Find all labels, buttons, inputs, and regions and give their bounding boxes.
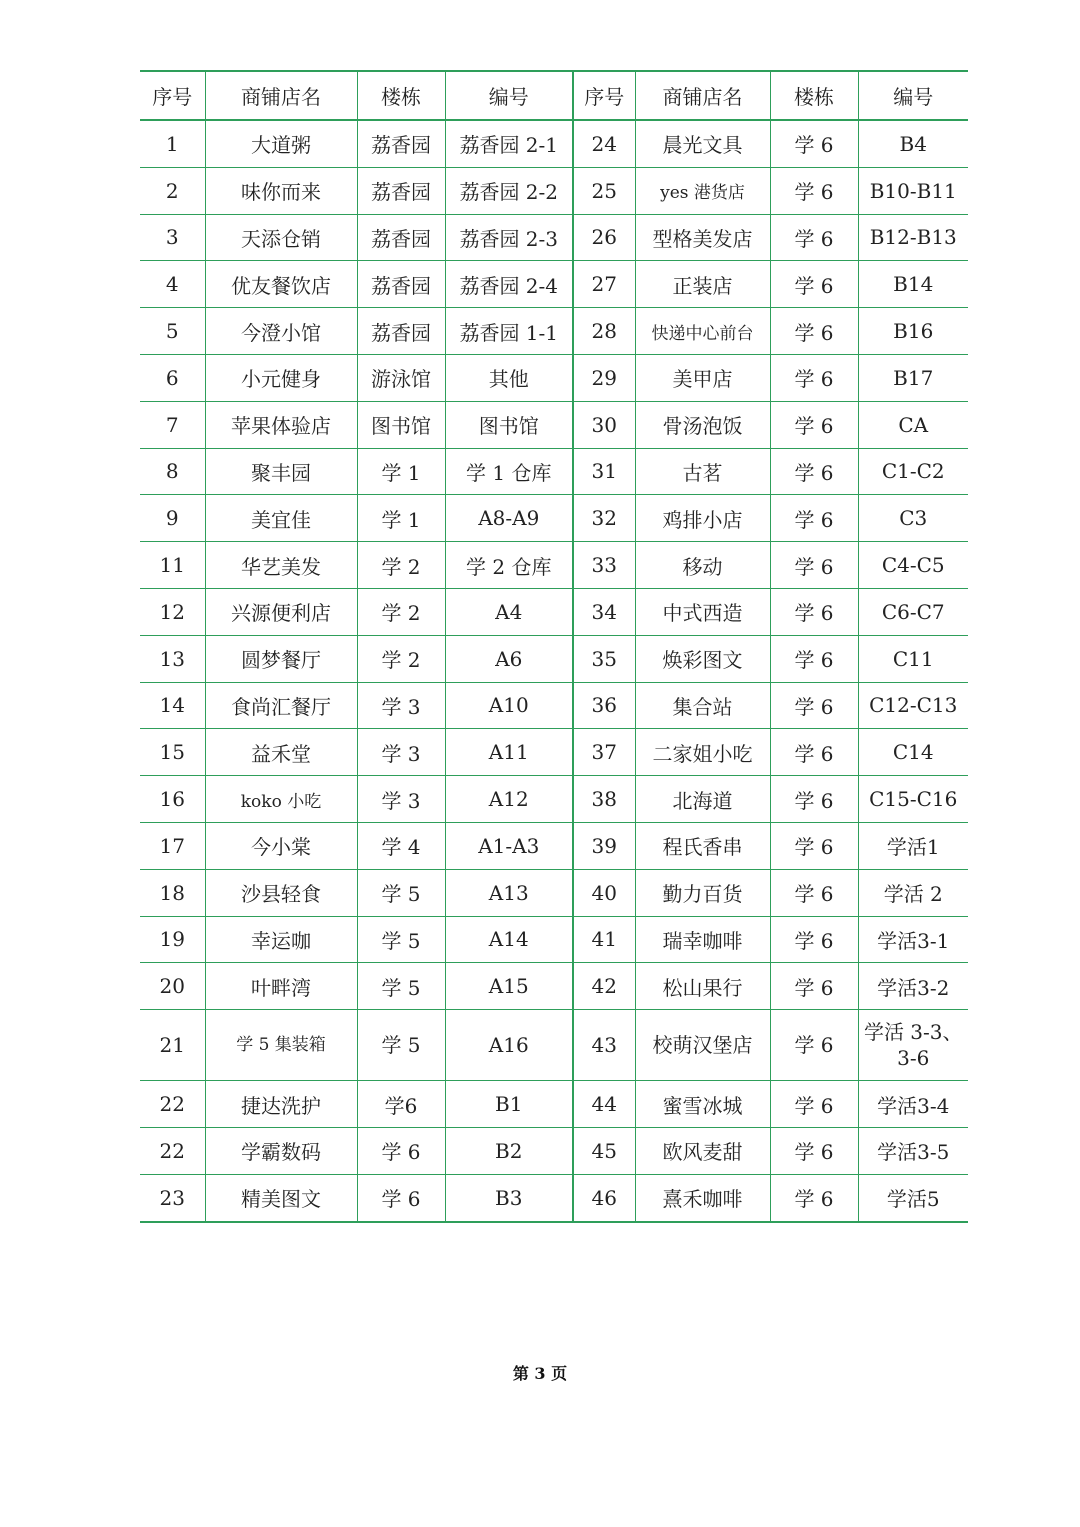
table-row <box>140 1174 968 1221</box>
cell-building: 学 1 <box>357 448 445 495</box>
cell-seq: 27 <box>573 261 635 308</box>
cell-building: 学 6 <box>770 167 858 214</box>
cell-shop-name: 二家姐小吃 <box>635 729 770 776</box>
table-row <box>140 542 968 589</box>
table-row <box>140 495 968 542</box>
cell-shop-name: 中式西造 <box>635 588 770 635</box>
cell-building: 学 3 <box>357 729 445 776</box>
cell-building: 学 5 <box>357 963 445 1010</box>
table-row <box>140 869 968 916</box>
cell-building: 荔香园 <box>357 308 445 355</box>
table-row <box>140 635 968 682</box>
cell-shop-name: 大道粥 <box>205 120 357 167</box>
cell-code: 学活3-5 <box>858 1127 968 1174</box>
cell-seq: 29 <box>573 354 635 401</box>
cell-shop-name: 捷达洗护 <box>205 1081 357 1128</box>
table-row <box>140 354 968 401</box>
cell-seq: 41 <box>573 916 635 963</box>
cell-code: C6-C7 <box>858 588 968 635</box>
cell-building: 学 6 <box>357 1127 445 1174</box>
cell-building: 学 6 <box>770 635 858 682</box>
cell-building: 荔香园 <box>357 120 445 167</box>
cell-seq: 19 <box>140 916 205 963</box>
cell-seq: 14 <box>140 682 205 729</box>
cell-code: 学活 2 <box>858 869 968 916</box>
cell-code: A15 <box>445 963 573 1010</box>
cell-code: A1-A3 <box>445 822 573 869</box>
cell-seq: 36 <box>573 682 635 729</box>
cell-code: 荔香园 2-2 <box>445 167 573 214</box>
cell-shop-name: 古茗 <box>635 448 770 495</box>
table-row <box>140 963 968 1010</box>
cell-shop-name: 熹禾咖啡 <box>635 1174 770 1221</box>
cell-code: B10-B11 <box>858 167 968 214</box>
cell-seq: 15 <box>140 729 205 776</box>
cell-shop-name: 华艺美发 <box>205 542 357 589</box>
cell-seq: 21 <box>140 1010 205 1081</box>
cell-shop-name: 美宜佳 <box>205 495 357 542</box>
cell-seq: 40 <box>573 869 635 916</box>
col-header-shop-name: 商铺店名 <box>205 71 357 120</box>
table-row <box>140 588 968 635</box>
cell-code: B12-B13 <box>858 214 968 261</box>
cell-code: B1 <box>445 1081 573 1128</box>
cell-code: 荔香园 2-4 <box>445 261 573 308</box>
cell-code: B2 <box>445 1127 573 1174</box>
table-row <box>140 308 968 355</box>
cell-code: C3 <box>858 495 968 542</box>
table-body <box>140 120 968 1222</box>
cell-code: A12 <box>445 776 573 823</box>
cell-seq: 34 <box>573 588 635 635</box>
cell-seq: 9 <box>140 495 205 542</box>
table-row <box>140 822 968 869</box>
cell-seq: 33 <box>573 542 635 589</box>
cell-shop-name: 沙县轻食 <box>205 869 357 916</box>
cell-building: 学 6 <box>770 1010 858 1081</box>
cell-shop-name: 欧风麦甜 <box>635 1127 770 1174</box>
cell-shop-name: 学 5 集装箱 <box>205 1010 357 1081</box>
cell-code: 学活 3-3、3-6 <box>858 1010 968 1081</box>
cell-seq: 31 <box>573 448 635 495</box>
cell-seq: 24 <box>573 120 635 167</box>
cell-building: 学 6 <box>770 822 858 869</box>
table-row <box>140 401 968 448</box>
col-header-shop-name-right: 商铺店名 <box>635 71 770 120</box>
cell-code: 学活1 <box>858 822 968 869</box>
cell-shop-name: 学霸数码 <box>205 1127 357 1174</box>
table-row <box>140 1010 968 1081</box>
cell-shop-name: 美甲店 <box>635 354 770 401</box>
cell-building: 学 6 <box>770 963 858 1010</box>
cell-code: A10 <box>445 682 573 729</box>
cell-code: B16 <box>858 308 968 355</box>
cell-building: 学 6 <box>770 776 858 823</box>
cell-code: 荔香园 2-1 <box>445 120 573 167</box>
cell-code: 图书馆 <box>445 401 573 448</box>
cell-shop-name: 北海道 <box>635 776 770 823</box>
shop-table <box>140 70 968 1223</box>
cell-building: 学 6 <box>770 261 858 308</box>
cell-building: 学 6 <box>770 1127 858 1174</box>
cell-seq: 13 <box>140 635 205 682</box>
cell-building: 学 6 <box>357 1174 445 1221</box>
cell-building: 学 6 <box>770 448 858 495</box>
cell-shop-name: 快递中心前台 <box>635 308 770 355</box>
cell-building: 学 3 <box>357 682 445 729</box>
table-row <box>140 682 968 729</box>
cell-seq: 46 <box>573 1174 635 1221</box>
cell-building: 学 5 <box>357 1010 445 1081</box>
cell-building: 学 5 <box>357 869 445 916</box>
cell-shop-name: 勤力百货 <box>635 869 770 916</box>
cell-code: CA <box>858 401 968 448</box>
cell-building: 荔香园 <box>357 261 445 308</box>
cell-code: B4 <box>858 120 968 167</box>
table-header-row <box>140 71 968 120</box>
cell-code: C15-C16 <box>858 776 968 823</box>
table-row <box>140 120 968 167</box>
cell-seq: 30 <box>573 401 635 448</box>
cell-code: A16 <box>445 1010 573 1081</box>
cell-shop-name: 聚丰园 <box>205 448 357 495</box>
cell-shop-name: 型格美发店 <box>635 214 770 261</box>
cell-code: C1-C2 <box>858 448 968 495</box>
cell-seq: 42 <box>573 963 635 1010</box>
cell-building: 图书馆 <box>357 401 445 448</box>
cell-seq: 38 <box>573 776 635 823</box>
cell-shop-name: 焕彩图文 <box>635 635 770 682</box>
page-number: 第 3 页 <box>512 1364 568 1383</box>
cell-code: 学活3-1 <box>858 916 968 963</box>
shop-list-sheet <box>140 70 968 1223</box>
cell-building: 学 2 <box>357 588 445 635</box>
cell-shop-name: 瑞幸咖啡 <box>635 916 770 963</box>
cell-code: 荔香园 1-1 <box>445 308 573 355</box>
cell-shop-name: 小元健身 <box>205 354 357 401</box>
cell-shop-name: 晨光文具 <box>635 120 770 167</box>
table-row <box>140 1081 968 1128</box>
table-row <box>140 448 968 495</box>
cell-shop-name: 骨汤泡饭 <box>635 401 770 448</box>
cell-seq: 25 <box>573 167 635 214</box>
cell-seq: 7 <box>140 401 205 448</box>
cell-building: 学 6 <box>770 869 858 916</box>
cell-shop-name: 松山果行 <box>635 963 770 1010</box>
col-header-seq: 序号 <box>140 71 205 120</box>
cell-code: B3 <box>445 1174 573 1221</box>
cell-seq: 4 <box>140 261 205 308</box>
cell-seq: 22 <box>140 1127 205 1174</box>
cell-code: 学 1 仓库 <box>445 448 573 495</box>
cell-shop-name: 鸡排小店 <box>635 495 770 542</box>
cell-seq: 43 <box>573 1010 635 1081</box>
cell-building: 学 6 <box>770 214 858 261</box>
col-header-building: 楼栋 <box>357 71 445 120</box>
table-row <box>140 729 968 776</box>
cell-code: 学 2 仓库 <box>445 542 573 589</box>
cell-shop-name: 味你而来 <box>205 167 357 214</box>
cell-seq: 8 <box>140 448 205 495</box>
cell-code: C14 <box>858 729 968 776</box>
cell-code: 其他 <box>445 354 573 401</box>
cell-building: 学 6 <box>770 120 858 167</box>
cell-building: 学 6 <box>770 495 858 542</box>
cell-shop-name: koko 小吃 <box>205 776 357 823</box>
cell-shop-name: 幸运咖 <box>205 916 357 963</box>
cell-building: 学 5 <box>357 916 445 963</box>
cell-code: B17 <box>858 354 968 401</box>
cell-building: 荔香园 <box>357 167 445 214</box>
cell-seq: 12 <box>140 588 205 635</box>
table-row <box>140 776 968 823</box>
cell-seq: 17 <box>140 822 205 869</box>
cell-shop-name: 食尚汇餐厅 <box>205 682 357 729</box>
cell-seq: 18 <box>140 869 205 916</box>
col-header-building-right: 楼栋 <box>770 71 858 120</box>
cell-shop-name: 正装店 <box>635 261 770 308</box>
cell-shop-name: 天添仓销 <box>205 214 357 261</box>
cell-seq: 3 <box>140 214 205 261</box>
col-header-seq-right: 序号 <box>573 71 635 120</box>
cell-shop-name: 益禾堂 <box>205 729 357 776</box>
cell-shop-name: 兴源便利店 <box>205 588 357 635</box>
cell-code: B14 <box>858 261 968 308</box>
cell-building: 学 6 <box>770 354 858 401</box>
cell-building: 学 6 <box>770 1174 858 1221</box>
cell-seq: 23 <box>140 1174 205 1221</box>
cell-code: 学活3-2 <box>858 963 968 1010</box>
cell-shop-name: 精美图文 <box>205 1174 357 1221</box>
cell-shop-name: 今小棠 <box>205 822 357 869</box>
cell-seq: 26 <box>573 214 635 261</box>
cell-code: 学活5 <box>858 1174 968 1221</box>
cell-seq: 2 <box>140 167 205 214</box>
cell-code: A11 <box>445 729 573 776</box>
cell-shop-name: 校萌汉堡店 <box>635 1010 770 1081</box>
cell-code: C4-C5 <box>858 542 968 589</box>
cell-building: 学 6 <box>770 308 858 355</box>
cell-seq: 6 <box>140 354 205 401</box>
cell-seq: 22 <box>140 1081 205 1128</box>
cell-building: 学 3 <box>357 776 445 823</box>
cell-building: 学 6 <box>770 682 858 729</box>
cell-seq: 5 <box>140 308 205 355</box>
cell-building: 学6 <box>357 1081 445 1128</box>
cell-shop-name: 集合站 <box>635 682 770 729</box>
table-row <box>140 261 968 308</box>
cell-shop-name: yes 港货店 <box>635 167 770 214</box>
cell-building: 学 1 <box>357 495 445 542</box>
cell-seq: 37 <box>573 729 635 776</box>
cell-code: C12-C13 <box>858 682 968 729</box>
cell-code: A8-A9 <box>445 495 573 542</box>
cell-building: 荔香园 <box>357 214 445 261</box>
cell-seq: 11 <box>140 542 205 589</box>
cell-building: 学 6 <box>770 588 858 635</box>
cell-shop-name: 圆梦餐厅 <box>205 635 357 682</box>
cell-seq: 32 <box>573 495 635 542</box>
cell-seq: 39 <box>573 822 635 869</box>
table-row <box>140 1127 968 1174</box>
cell-code: A13 <box>445 869 573 916</box>
cell-building: 学 4 <box>357 822 445 869</box>
cell-building: 学 6 <box>770 729 858 776</box>
cell-shop-name: 移动 <box>635 542 770 589</box>
cell-shop-name: 今澄小馆 <box>205 308 357 355</box>
cell-building: 学 6 <box>770 542 858 589</box>
cell-seq: 35 <box>573 635 635 682</box>
cell-building: 学 6 <box>770 916 858 963</box>
cell-building: 学 6 <box>770 1081 858 1128</box>
cell-seq: 28 <box>573 308 635 355</box>
cell-seq: 44 <box>573 1081 635 1128</box>
col-header-code: 编号 <box>445 71 573 120</box>
col-header-code-right: 编号 <box>858 71 968 120</box>
cell-code: A6 <box>445 635 573 682</box>
cell-seq: 1 <box>140 120 205 167</box>
cell-building: 学 6 <box>770 401 858 448</box>
cell-code: A14 <box>445 916 573 963</box>
cell-shop-name: 优友餐饮店 <box>205 261 357 308</box>
cell-code: C11 <box>858 635 968 682</box>
cell-shop-name: 蜜雪冰城 <box>635 1081 770 1128</box>
cell-building: 游泳馆 <box>357 354 445 401</box>
cell-seq: 16 <box>140 776 205 823</box>
cell-shop-name: 程氏香串 <box>635 822 770 869</box>
cell-shop-name: 叶畔湾 <box>205 963 357 1010</box>
table-row <box>140 214 968 261</box>
cell-code: 荔香园 2-3 <box>445 214 573 261</box>
cell-seq: 20 <box>140 963 205 1010</box>
cell-code: 学活3-4 <box>858 1081 968 1128</box>
cell-building: 学 2 <box>357 542 445 589</box>
cell-building: 学 2 <box>357 635 445 682</box>
cell-seq: 45 <box>573 1127 635 1174</box>
cell-shop-name: 苹果体验店 <box>205 401 357 448</box>
table-row <box>140 167 968 214</box>
cell-code: A4 <box>445 588 573 635</box>
table-row <box>140 916 968 963</box>
